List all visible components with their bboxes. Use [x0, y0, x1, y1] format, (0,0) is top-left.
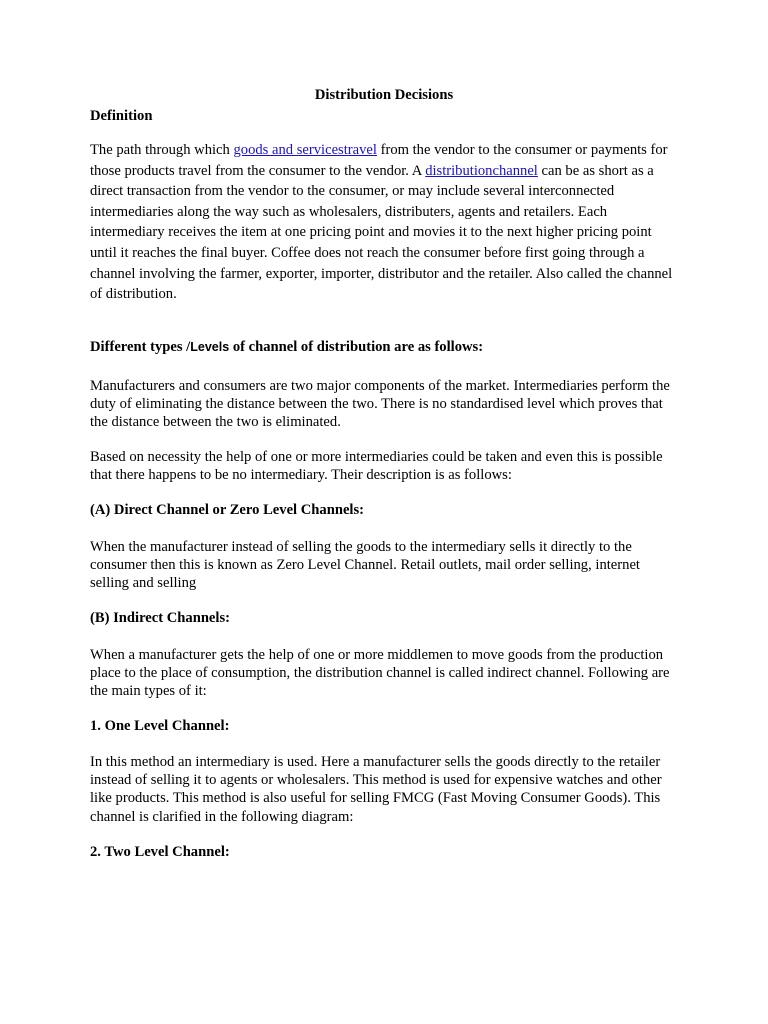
goods-and-services-link[interactable]: goods and servicestravel [233, 142, 377, 158]
one-level-paragraph: In this method an intermediary is used. Here a manufacturer sells the goods directly to the retailer instead of selling it to agents or wholesalers. This method is used for expensive watches and other like products. This method is also useful for selling FMCG (Fast Moving Consumer Goods). This channel is clarified in the following diagram: [90, 754, 662, 825]
direct-channel-heading: (A) Direct Channel or Zero Level Channels: [90, 502, 365, 518]
definition-text-1: The path through which [90, 142, 234, 158]
types-heading-part-3: of channel of distribution are as follows: [229, 339, 484, 355]
two-level-heading: 2. Two Level Channel: [90, 844, 230, 860]
types-heading-part-1: Different types / [90, 339, 191, 355]
definition-text-3: can be as short as a direct transaction from the vendor to the consumer, or may include several interconnected intermediaries along the way such as wholesalers, distributers, agents and retailers. Each intermediary receives the item at one pricing point and movies it to the next higher pricing point until it reaches the final buyer. Coffee does not reach the consumer before first going through a channel involving the farmer, exporter, importer, distributor and the retailer. Also called the channel of distribution. [90, 162, 673, 303]
indirect-channel-heading: (B) Indirect Channels: [90, 610, 231, 626]
page-title: Distribution Decisions [314, 87, 454, 103]
necessity-paragraph: Based on necessity the help of one or more intermediaries could be taken and even this is possible that there happens to be no intermediary. Their description is as follows: [90, 449, 663, 484]
indirect-channel-paragraph: When a manufacturer gets the help of one or more middlemen to move goods from the production place to the place of consumption, the distribution channel is called indirect channel. Following are the main types of it: [90, 647, 670, 700]
types-heading [90, 339, 682, 356]
one-level-heading: 1. One Level Channel: [90, 718, 230, 734]
distribution-channel-link[interactable]: distributionchannel [425, 162, 538, 179]
direct-channel-paragraph: When the manufacturer instead of selling the goods to the intermediary sells it directly to the consumer then this is known as Zero Level Channel. Retail outlets, mail order selling, internet selling and selling [90, 539, 640, 592]
types-heading-part-2: Levels [190, 340, 230, 354]
definition-text-2: from the vendor to the consumer or payments for those products travel from the consumer to the vendor. A [90, 142, 668, 179]
definition-heading: Definition [90, 108, 153, 124]
definition-paragraph [90, 140, 682, 305]
components-paragraph: Manufacturers and consumers are two major components of the market. Intermediaries perform the duty of eliminating the distance between the two. There is no standardised level which proves that the distance between the two is eliminated. [90, 378, 670, 431]
